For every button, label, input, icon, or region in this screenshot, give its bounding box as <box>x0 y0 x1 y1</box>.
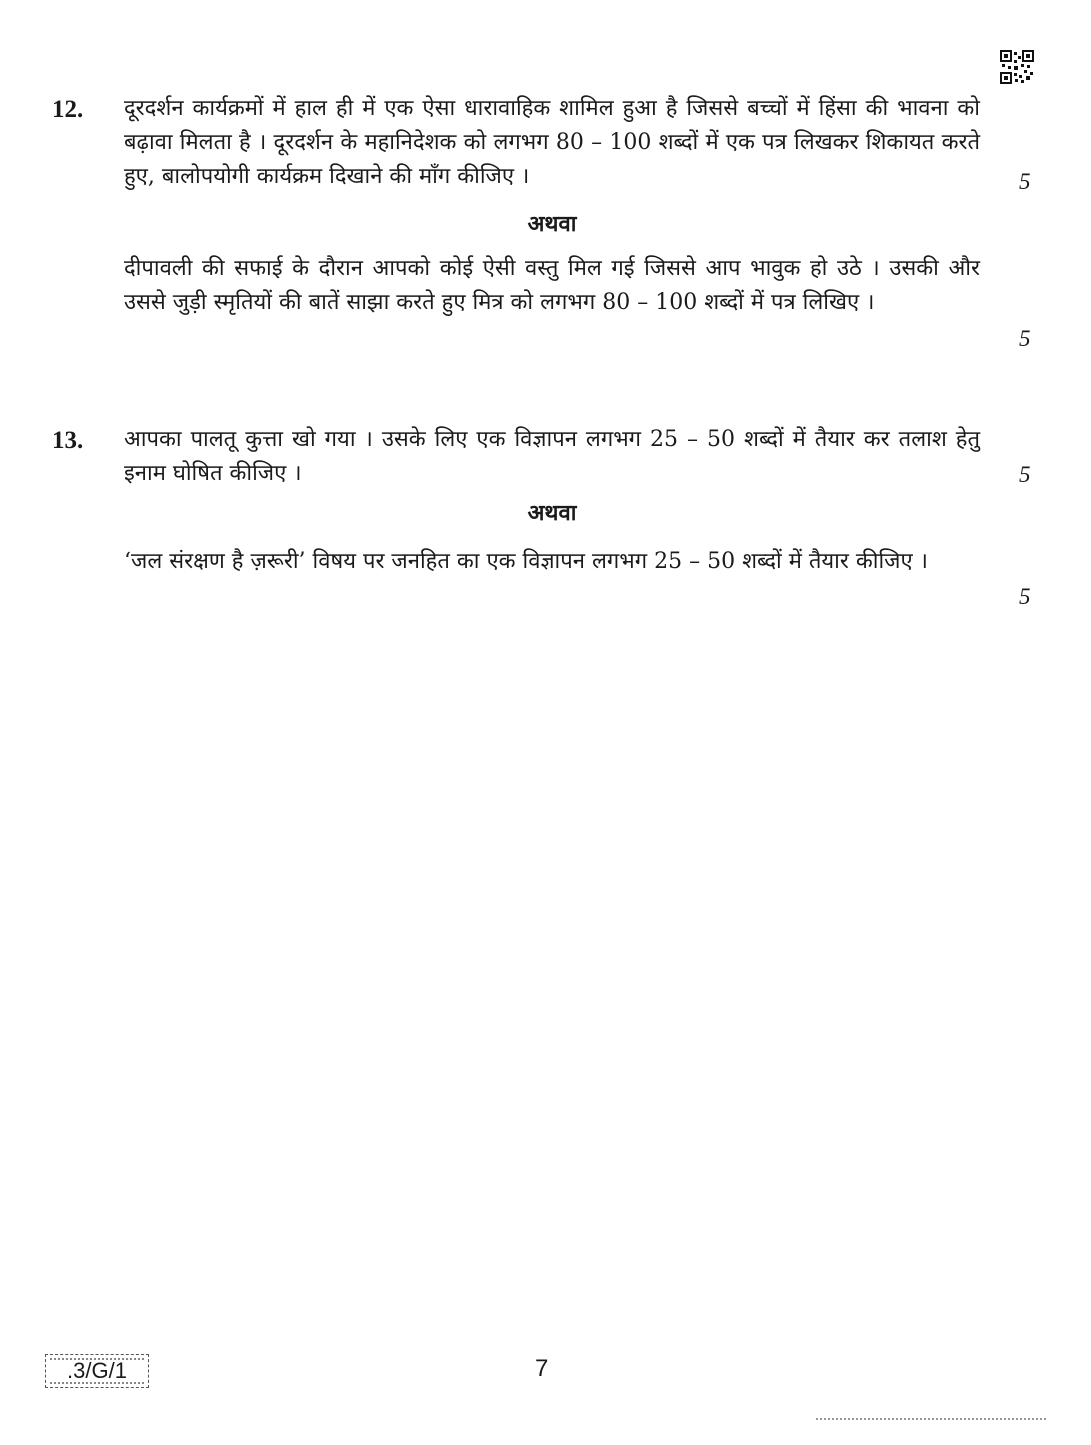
footer-microprint-strip <box>816 1418 1046 1423</box>
marks-label: 5 <box>1019 584 1031 609</box>
or-label: अथवा <box>527 500 577 526</box>
marks-label: 5 <box>1019 326 1031 351</box>
question-number: 12. <box>52 96 84 123</box>
alternative-question-text: ‘जल संरक्षण है ज़रूरी’ विषय पर जनहित का एक विज्ञापन लगभग 25 – 50 शब्दों में तैयार कीजिए । <box>124 549 928 574</box>
question-number: 13. <box>52 427 84 454</box>
or-label: अथवा <box>527 211 577 237</box>
page-number: 7 <box>535 1355 549 1382</box>
marks-label: 5 <box>1019 462 1031 487</box>
paper-code: .3/G/1 <box>67 1358 127 1383</box>
question-text: दूरदर्शन कार्यक्रमों में हाल ही में एक ऐसा धारावाहिक शामिल हुआ है जिससे बच्चों में हिंसा की भावना को बढ़ावा मिलता है । दूरदर्शन के महानिदेशक को लगभग 80 – 100 शब्दों में एक पत्र लिखकर शिकायत करते हुए, बालोपयोगी कार्यक्रम दिखाने की माँग कीजिए । <box>124 96 980 189</box>
paper-code-box <box>45 1354 149 1388</box>
question-text: आपका पालतू कुत्ता खो गया । उसके लिए एक विज्ञापन लगभग 25 – 50 शब्दों में तैयार कर तलाश हेतु इनाम घोषित कीजिए । <box>124 427 980 486</box>
marks-label: 5 <box>1019 169 1031 194</box>
alternative-question-text: दीपावली की सफाई के दौरान आपको कोई ऐसी वस्तु मिल गई जिससे आप भावुक हो उठे । उसकी और उससे जुड़ी स्मृतियों की बातें साझा करते हुए मित्र को लगभग 80 – 100 शब्दों में पत्र लिखिए । <box>124 256 980 315</box>
qr-code-icon <box>1000 50 1034 84</box>
